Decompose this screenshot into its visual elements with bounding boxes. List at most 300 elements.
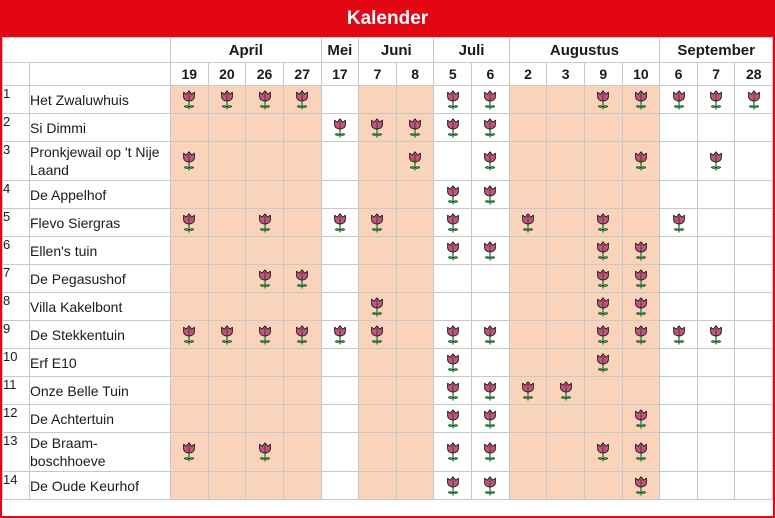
- garden-number: 1: [3, 86, 30, 114]
- calendar-cell: [697, 142, 735, 181]
- garden-row: [3, 114, 773, 142]
- calendar-cell: [283, 377, 321, 405]
- garden-number: 10: [3, 349, 30, 377]
- calendar-cell: [434, 349, 472, 377]
- calendar-cell: [396, 433, 434, 472]
- tulip-icon: [219, 324, 235, 346]
- tulip-icon: [482, 240, 498, 262]
- calendar-cell: [584, 349, 622, 377]
- calendar-cell: [472, 265, 510, 293]
- calendar-cell: [359, 377, 397, 405]
- date-label: 7: [359, 63, 397, 86]
- calendar-cell: [246, 349, 284, 377]
- calendar-cell: [472, 321, 510, 349]
- calendar-cell: [735, 142, 773, 181]
- calendar-cell: [660, 209, 698, 237]
- calendar-cell: [547, 377, 585, 405]
- tulip-icon: [445, 441, 461, 463]
- calendar-cell: [509, 86, 547, 114]
- garden-name: Pronkjewail op 't Nije Laand: [30, 142, 171, 181]
- calendar-cell: [735, 293, 773, 321]
- tulip-icon: [219, 89, 235, 111]
- header-corner: [3, 38, 171, 63]
- calendar-cell: [283, 181, 321, 209]
- tulip-icon: [633, 89, 649, 111]
- calendar-cell: [246, 181, 284, 209]
- date-label: 8: [396, 63, 434, 86]
- month-label: April: [171, 38, 322, 63]
- calendar-cell: [208, 86, 246, 114]
- garden-name: De Appelhof: [30, 181, 171, 209]
- calendar-cell: [697, 114, 735, 142]
- calendar-cell: [509, 265, 547, 293]
- calendar-cell: [396, 237, 434, 265]
- calendar-cell: [735, 405, 773, 433]
- calendar-cell: [660, 265, 698, 293]
- calendar-cell: [472, 237, 510, 265]
- tulip-icon: [294, 268, 310, 290]
- calendar-cell: [735, 237, 773, 265]
- calendar-cell: [208, 377, 246, 405]
- tulip-icon: [332, 324, 348, 346]
- garden-row: [3, 433, 773, 472]
- date-label: 27: [283, 63, 321, 86]
- calendar-cell: [171, 321, 209, 349]
- tulip-icon: [257, 89, 273, 111]
- calendar-cell: [509, 209, 547, 237]
- calendar-cell: [246, 405, 284, 433]
- calendar-cell: [472, 181, 510, 209]
- calendar-cell: [246, 293, 284, 321]
- calendar-cell: [321, 377, 359, 405]
- date-label: 17: [321, 63, 359, 86]
- tulip-icon: [445, 240, 461, 262]
- calendar-cell: [246, 433, 284, 472]
- calendar-cell: [547, 181, 585, 209]
- tulip-icon: [294, 324, 310, 346]
- calendar-cell: [396, 114, 434, 142]
- calendar-cell: [660, 142, 698, 181]
- calendar-cell: [359, 237, 397, 265]
- tulip-icon: [633, 296, 649, 318]
- calendar-cell: [472, 293, 510, 321]
- tulip-icon: [482, 184, 498, 206]
- calendar-cell: [171, 293, 209, 321]
- calendar-cell: [396, 377, 434, 405]
- calendar-cell: [472, 209, 510, 237]
- calendar-cell: [171, 142, 209, 181]
- calendar-cell: [396, 472, 434, 500]
- calendar-cell: [246, 237, 284, 265]
- calendar-cell: [509, 377, 547, 405]
- calendar-cell: [622, 349, 660, 377]
- calendar-cell: [509, 433, 547, 472]
- calendar-table: [2, 37, 773, 500]
- calendar-cell: [283, 293, 321, 321]
- tulip-icon: [482, 408, 498, 430]
- month-label: Augustus: [509, 38, 660, 63]
- calendar-cell: [509, 114, 547, 142]
- calendar-cell: [321, 293, 359, 321]
- calendar-cell: [697, 293, 735, 321]
- calendar-cell: [359, 181, 397, 209]
- calendar-cell: [321, 181, 359, 209]
- tulip-icon: [595, 324, 611, 346]
- tulip-icon: [445, 212, 461, 234]
- calendar-cell: [208, 265, 246, 293]
- calendar-cell: [547, 405, 585, 433]
- tulip-icon: [482, 89, 498, 111]
- date-label: 2: [509, 63, 547, 86]
- garden-number: 7: [3, 265, 30, 293]
- garden-row: [3, 377, 773, 405]
- calendar-cell: [735, 181, 773, 209]
- tulip-icon: [708, 150, 724, 172]
- calendar-cell: [547, 433, 585, 472]
- calendar-cell: [735, 433, 773, 472]
- garden-name: Onze Belle Tuin: [30, 377, 171, 405]
- calendar-cell: [434, 321, 472, 349]
- calendar-cell: [660, 433, 698, 472]
- calendar-cell: [283, 237, 321, 265]
- tulip-icon: [633, 268, 649, 290]
- calendar-cell: [283, 433, 321, 472]
- calendar-cell: [735, 209, 773, 237]
- calendar-cell: [622, 405, 660, 433]
- garden-number: 8: [3, 293, 30, 321]
- calendar-cell: [434, 142, 472, 181]
- tulip-icon: [332, 212, 348, 234]
- tulip-icon: [445, 184, 461, 206]
- calendar-cell: [321, 237, 359, 265]
- calendar-cell: [434, 209, 472, 237]
- garden-number: 5: [3, 209, 30, 237]
- calendar-cell: [246, 472, 284, 500]
- calendar-cell: [697, 405, 735, 433]
- tulip-icon: [520, 212, 536, 234]
- tulip-icon: [294, 89, 310, 111]
- calendar-cell: [547, 293, 585, 321]
- calendar-cell: [208, 114, 246, 142]
- calendar-cell: [283, 321, 321, 349]
- calendar-cell: [622, 377, 660, 405]
- garden-name: Flevo Siergras: [30, 209, 171, 237]
- calendar-cell: [584, 472, 622, 500]
- tulip-icon: [633, 441, 649, 463]
- calendar-cell: [246, 377, 284, 405]
- garden-number: 6: [3, 237, 30, 265]
- month-label: September: [660, 38, 773, 63]
- calendar-cell: [735, 114, 773, 142]
- calendar-cell: [547, 142, 585, 181]
- calendar-cell: [660, 293, 698, 321]
- calendar-cell: [509, 472, 547, 500]
- calendar-cell: [171, 377, 209, 405]
- calendar-cell: [472, 114, 510, 142]
- calendar-cell: [509, 349, 547, 377]
- calendar-cell: [509, 181, 547, 209]
- calendar-cell: [396, 265, 434, 293]
- calendar-cell: [547, 209, 585, 237]
- garden-name: Si Dimmi: [30, 114, 171, 142]
- tulip-icon: [520, 380, 536, 402]
- tulip-icon: [633, 475, 649, 497]
- calendar-cell: [396, 293, 434, 321]
- calendar-cell: [472, 142, 510, 181]
- calendar-cell: [472, 433, 510, 472]
- garden-row: [3, 265, 773, 293]
- tulip-icon: [181, 150, 197, 172]
- calendar-cell: [660, 377, 698, 405]
- tulip-icon: [482, 441, 498, 463]
- date-header-name-blank: [30, 63, 171, 86]
- tulip-icon: [181, 324, 197, 346]
- date-label: 9: [584, 63, 622, 86]
- calendar-cell: [622, 237, 660, 265]
- calendar-cell: [584, 209, 622, 237]
- calendar-cell: [208, 405, 246, 433]
- tulip-icon: [181, 212, 197, 234]
- calendar-cell: [697, 181, 735, 209]
- calendar-cell: [359, 349, 397, 377]
- calendar-cell: [321, 142, 359, 181]
- calendar-cell: [321, 265, 359, 293]
- calendar-cell: [359, 142, 397, 181]
- garden-number: 12: [3, 405, 30, 433]
- calendar-cell: [171, 114, 209, 142]
- calendar-cell: [660, 405, 698, 433]
- tulip-icon: [257, 268, 273, 290]
- calendar-cell: [697, 321, 735, 349]
- tulip-icon: [445, 408, 461, 430]
- calendar-cell: [547, 321, 585, 349]
- tulip-icon: [181, 89, 197, 111]
- date-header-num-blank: [3, 63, 30, 86]
- calendar-cell: [396, 181, 434, 209]
- date-label: 6: [660, 63, 698, 86]
- calendar-cell: [246, 142, 284, 181]
- tulip-icon: [595, 212, 611, 234]
- calendar-cell: [283, 472, 321, 500]
- calendar-cell: [697, 86, 735, 114]
- tulip-icon: [633, 240, 649, 262]
- tulip-icon: [445, 352, 461, 374]
- calendar-cell: [321, 86, 359, 114]
- calendar-cell: [697, 433, 735, 472]
- tulip-icon: [633, 324, 649, 346]
- calendar-title: Kalender: [0, 0, 775, 37]
- tulip-icon: [558, 380, 574, 402]
- calendar-cell: [547, 265, 585, 293]
- calendar-cell: [283, 114, 321, 142]
- calendar-cell: [584, 405, 622, 433]
- tulip-icon: [257, 212, 273, 234]
- calendar-cell: [171, 209, 209, 237]
- date-label: 7: [697, 63, 735, 86]
- calendar-cell: [359, 265, 397, 293]
- calendar-cell: [321, 349, 359, 377]
- calendar-cell: [434, 377, 472, 405]
- tulip-icon: [369, 212, 385, 234]
- tulip-icon: [482, 117, 498, 139]
- calendar-cell: [735, 86, 773, 114]
- date-label: 6: [472, 63, 510, 86]
- date-label: 19: [171, 63, 209, 86]
- tulip-icon: [445, 380, 461, 402]
- garden-name: Ellen's tuin: [30, 237, 171, 265]
- calendar-cell: [622, 181, 660, 209]
- calendar-cell: [735, 265, 773, 293]
- tulip-icon: [181, 441, 197, 463]
- calendar-cell: [171, 349, 209, 377]
- tulip-icon: [708, 324, 724, 346]
- calendar-cell: [321, 472, 359, 500]
- garden-row: [3, 209, 773, 237]
- calendar-cell: [584, 433, 622, 472]
- calendar-cell: [434, 237, 472, 265]
- date-label: 10: [622, 63, 660, 86]
- calendar-cell: [171, 433, 209, 472]
- calendar-cell: [584, 181, 622, 209]
- garden-name: Villa Kakelbont: [30, 293, 171, 321]
- garden-number: 9: [3, 321, 30, 349]
- calendar-cell: [584, 142, 622, 181]
- calendar-cell: [246, 265, 284, 293]
- calendar-cell: [246, 114, 284, 142]
- garden-row: [3, 405, 773, 433]
- tulip-icon: [482, 475, 498, 497]
- calendar-cell: [434, 472, 472, 500]
- calendar-cell: [359, 293, 397, 321]
- calendar-cell: [660, 321, 698, 349]
- date-label: 28: [735, 63, 773, 86]
- calendar-cell: [660, 349, 698, 377]
- calendar-cell: [622, 114, 660, 142]
- calendar-cell: [697, 377, 735, 405]
- calendar-cell: [321, 209, 359, 237]
- calendar-cell: [584, 86, 622, 114]
- garden-number: 3: [3, 142, 30, 181]
- garden-name: De Stekkentuin: [30, 321, 171, 349]
- calendar-cell: [434, 181, 472, 209]
- calendar-cell: [547, 472, 585, 500]
- tulip-icon: [407, 150, 423, 172]
- calendar-cell: [660, 181, 698, 209]
- calendar-cell: [660, 114, 698, 142]
- calendar-cell: [547, 349, 585, 377]
- garden-row: [3, 86, 773, 114]
- calendar-cell: [359, 472, 397, 500]
- calendar-cell: [283, 86, 321, 114]
- calendar-cell: [321, 405, 359, 433]
- calendar-cell: [208, 142, 246, 181]
- calendar-cell: [434, 86, 472, 114]
- garden-name: De Oude Keurhof: [30, 472, 171, 500]
- tulip-icon: [595, 296, 611, 318]
- calendar-cell: [622, 321, 660, 349]
- calendar-cell: [584, 321, 622, 349]
- calendar-cell: [208, 321, 246, 349]
- garden-number: 2: [3, 114, 30, 142]
- calendar-cell: [622, 86, 660, 114]
- calendar-cell: [283, 265, 321, 293]
- calendar-cell: [509, 142, 547, 181]
- tulip-icon: [332, 117, 348, 139]
- garden-number: 4: [3, 181, 30, 209]
- tulip-icon: [595, 441, 611, 463]
- calendar-cell: [660, 237, 698, 265]
- calendar-cell: [622, 142, 660, 181]
- calendar-cell: [171, 265, 209, 293]
- tulip-icon: [671, 89, 687, 111]
- tulip-icon: [746, 89, 762, 111]
- month-label: Juli: [434, 38, 509, 63]
- calendar-cell: [208, 433, 246, 472]
- calendar-cell: [584, 114, 622, 142]
- tulip-icon: [407, 117, 423, 139]
- calendar-cell: [547, 237, 585, 265]
- calendar-cell: [697, 349, 735, 377]
- tulip-icon: [257, 441, 273, 463]
- calendar-cell: [246, 86, 284, 114]
- calendar-cell: [622, 265, 660, 293]
- calendar-cell: [396, 349, 434, 377]
- tulip-icon: [633, 150, 649, 172]
- garden-number: 13: [3, 433, 30, 472]
- calendar-cell: [171, 405, 209, 433]
- calendar-cell: [171, 237, 209, 265]
- tulip-icon: [369, 324, 385, 346]
- calendar-cell: [171, 472, 209, 500]
- calendar-cell: [396, 142, 434, 181]
- calendar-cell: [396, 209, 434, 237]
- date-label: 3: [547, 63, 585, 86]
- calendar-cell: [283, 349, 321, 377]
- month-label: Mei: [321, 38, 359, 63]
- calendar-cell: [735, 472, 773, 500]
- calendar-cell: [735, 349, 773, 377]
- tulip-icon: [595, 89, 611, 111]
- calendar-cell: [622, 472, 660, 500]
- tulip-icon: [445, 117, 461, 139]
- tulip-icon: [445, 475, 461, 497]
- calendar-cell: [735, 377, 773, 405]
- calendar-cell: [622, 209, 660, 237]
- date-label: 26: [246, 63, 284, 86]
- calendar-cell: [697, 265, 735, 293]
- calendar-cell: [171, 181, 209, 209]
- calendar-cell: [584, 265, 622, 293]
- garden-number: 11: [3, 377, 30, 405]
- calendar-cell: [434, 433, 472, 472]
- tulip-icon: [369, 296, 385, 318]
- garden-name: Het Zwaluwhuis: [30, 86, 171, 114]
- calendar-cell: [246, 209, 284, 237]
- tulip-icon: [445, 89, 461, 111]
- garden-row: [3, 349, 773, 377]
- calendar-cell: [472, 86, 510, 114]
- calendar-cell: [509, 321, 547, 349]
- calendar-cell: [321, 321, 359, 349]
- tulip-icon: [633, 408, 649, 430]
- calendar-cell: [547, 114, 585, 142]
- tulip-icon: [595, 352, 611, 374]
- date-header-row: [3, 63, 773, 86]
- calendar-cell: [359, 114, 397, 142]
- calendar-cell: [697, 209, 735, 237]
- calendar-cell: [622, 293, 660, 321]
- calendar-cell: [396, 321, 434, 349]
